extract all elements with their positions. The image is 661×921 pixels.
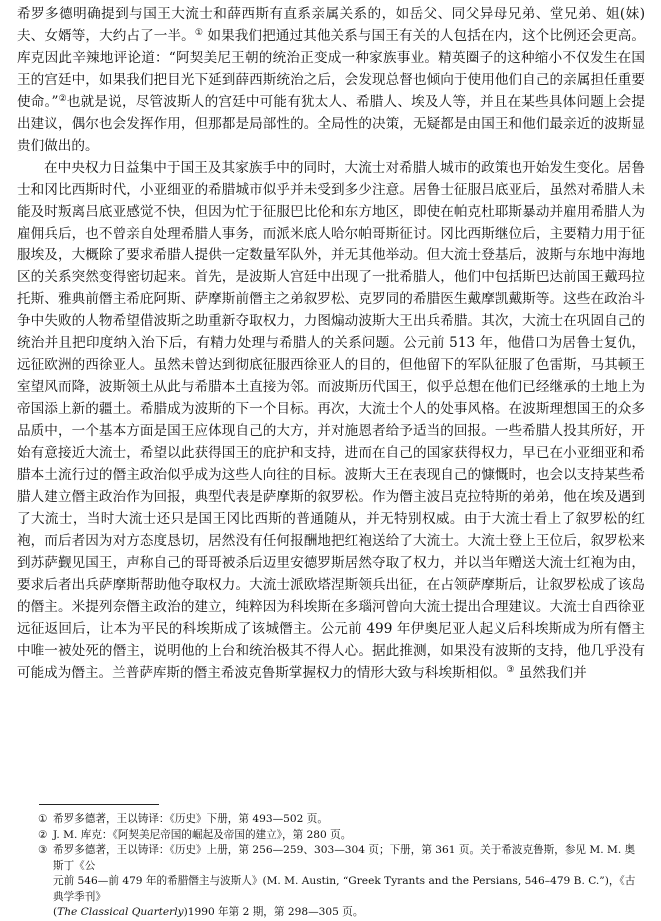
footnote-ref: ③ bbox=[506, 664, 515, 675]
footnote-number: ① bbox=[38, 813, 48, 825]
footnote-text: 希罗多德著，王以铸译：《历史》上册，第 256—259、303—304 页；下册，第 361 页。关于希波克鲁斯，参见 M. M. 奥斯丁《公 bbox=[53, 844, 636, 872]
text-run: 在中央权力日益集中于国王及其家族手中的同时，大流士对希腊人城市的政策也开始发生变化。居鲁士和冈比西斯时代，小亚细亚的希腊城市似乎并未受到多少注意。居鲁士征服吕底亚后，虽然对希腊人未能及时叛离吕底亚感觉不快，但因为忙于征服巴比伦和东方地区，即使在帕克杜耶斯暴动并雇用希腊人为雇佣兵后，也不曾亲自处理希腊人事务，而派米底人哈尔帕哥斯征讨。冈比西斯继位后，主要精力用于征服埃及，大概除了要求希腊人提供一定数量军队外，并无其他举动。但大流士登基后，波斯与东地中海地区的关系突然变得密切起来。首先，是波斯人宫廷中出现了一批希腊人，他们中包括斯巴达前国王戴玛拉托斯、雅典前僭主希庇阿斯、萨摩斯前僭主之弟叙罗松、克罗同的希腊医生戴摩凯戴斯等。这些在政治斗争中失败的人物希望借波斯之助重新夺取权力，力图煽动波斯大王出兵希腊。其次，大流士在巩固自己的统治并且把印度纳入治下后，有精力处理与希腊人的关系问题。公元前 513 年，他借口为居鲁士复仇，远征欧洲的西徐亚人。虽然未曾达到彻底征服西徐亚人的目的，但他留下的军队征服了色雷斯，马其顿王室望风而降，波斯领土从此与希腊本土直接为邻。而波斯历代国王，似乎总想在他们已经继承的土地上为帝国添上新的疆土。希腊成为波斯的下一个目标。再次，大流士个人的处事风格。在波斯理想国王的众多品质中，一个基本方面是国王应体现自己的大方，并对施恩者给予适当的回报。一些希腊人投其所好，开始有意接近大流士，希望以此获得国王的庇护和支持，进而在自己的国家获得权力，早已在小亚细亚和希腊本土流行过的僭主政治似乎成为这些人向往的目标。波斯大王在表现自己的慷慨时，也会以支持某些希腊人建立僭主政治作为回报，典型代表是萨摩斯的叙罗松。作为僭主波吕克拉特斯的弟弟，他在埃及遇到了大流士，当时大流士还只是国王冈比西斯的普通随从，并无特别权威。由于大流士看上了叙罗松的红袍，而后者因为对方态度恳切，居然没有任何报酬地把红袍送给了大流士。大流士登上王位后，叙罗松来到苏萨觐见国王，声称自己的哥哥被杀后迈里安德罗斯居然夺取了权力，并以当年赠送大流士红袍为由，要求后者出兵萨摩斯帮助他夺取权力。大流士派欧塔涅斯领兵出征，在占领萨摩斯后，让叙罗松成了该岛的僭主。米提列奈僭主政治的建立，纯粹因为科埃斯在多瑙河曾向大流士提出合理建议。大流士自西徐亚远征返回后，让本为平民的科埃斯成了该城僭主。公元前 499 年伊奥尼亚人起义后科埃斯成为所有僭主中唯一被处死的僭主，说明他的上台和统治极其不得人心。据此推测，如果没有波斯的支持，他几乎没有可能成为僭主。兰普萨库斯的僭主希波克鲁斯掌握权力的情形大致与科埃斯相似。 bbox=[17, 159, 645, 681]
footnote-number: ② bbox=[38, 828, 48, 841]
paragraph bbox=[17, 4, 645, 158]
journal-title: The Classical Quarterly bbox=[57, 906, 184, 918]
footnote-text: 希罗多德著，王以铸译：《历史》下册，第 493—502 页。 bbox=[53, 813, 328, 825]
footnote-ref: ② bbox=[58, 93, 67, 104]
footnote bbox=[17, 812, 645, 828]
body-text bbox=[17, 4, 645, 685]
text-run: 也就是说，尽管波斯人的宫廷中可能有犹太人、希腊人、埃及人等，并且在某些具体问题上会提出建议，偶尔也会发挥作用，但那都是局部性的。全局性的决策，无疑都是由国王和他们最亲近的波斯显贵们做出的。 bbox=[17, 93, 645, 154]
footnotes bbox=[17, 812, 645, 921]
footnote bbox=[17, 843, 645, 874]
footnote-number: ③ bbox=[38, 844, 48, 856]
paragraph bbox=[17, 158, 645, 685]
footnote-text: J. M. 库克：《阿契美尼帝国的崛起及帝国的建立》，第 280 页。 bbox=[53, 828, 352, 841]
footnote-continuation: 元前 546—前 479 年的希腊僭主与波斯人》(M. M. Austin, “Greek Tyrants and the Persians, 546–479 B. C.”)，《古典学季刊》 bbox=[53, 875, 636, 903]
footnote-divider bbox=[39, 804, 159, 805]
text-run: 希罗多德明确提到与国王大流士和薛西斯有直系亲属关系的，如岳父、同父异母兄弟、堂兄弟、姐(妹)夫、女婿等，大约占了一半。 bbox=[17, 6, 645, 44]
text-run: 如果我们把通过其他关系与国王有关的人包括在内，这个比例还会更高。库克因此辛辣地评论道：“阿契美尼王朝的统治正变成一种家族事业。精英圈子的这种缩小不仅发生在国王的宫廷中，如果我们把目光下延到薛西斯统治之后，会发现总督也倾向于使用他们自己的亲属担任重要使命。” bbox=[17, 27, 645, 110]
text-run: 虽然我们并 bbox=[514, 664, 587, 681]
footnote bbox=[17, 828, 645, 844]
footnote-ref: ① bbox=[194, 27, 203, 38]
text-run: ( bbox=[53, 906, 58, 918]
footnote-continuation bbox=[17, 905, 645, 921]
text-run: )1990 年第 2 期，第 298—305 页。 bbox=[183, 906, 364, 918]
